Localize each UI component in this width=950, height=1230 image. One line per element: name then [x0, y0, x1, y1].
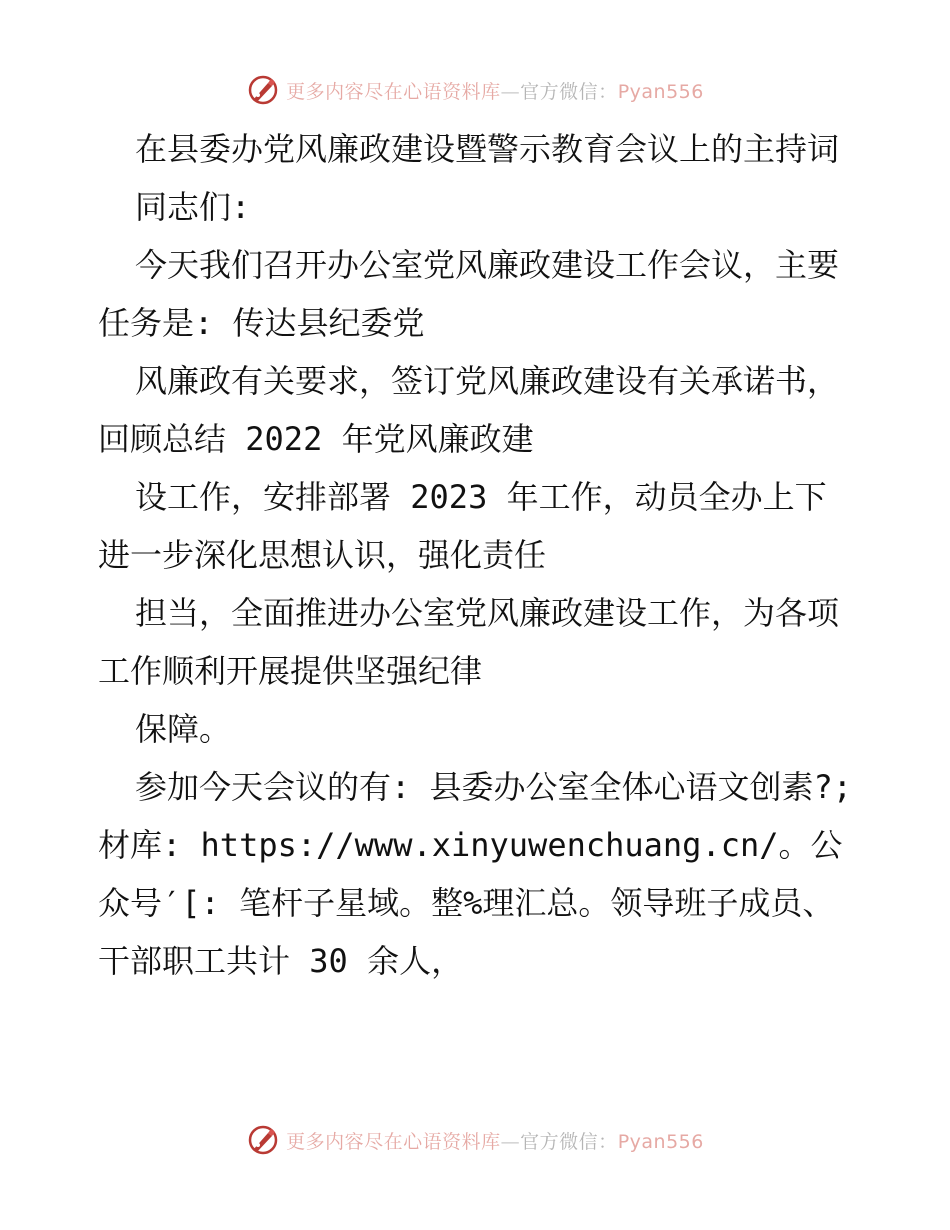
paragraph: 保障。	[135, 710, 232, 748]
document-body	[98, 120, 858, 990]
paragraph: 参加今天会议的有: 县委办公室全体心语文创素?;材库: https://www.xinyuwenchuang.cn/。公众号′[: 笔杆子星域。整%理汇总。领导班子成员、干部职工共计 30 余人，	[98, 768, 853, 980]
paragraph: 今天我们召开办公室党风廉政建设工作会议，主要任务是: 传达县纪委党	[98, 246, 840, 342]
paragraph: 同志们:	[135, 188, 251, 226]
document-title: 在县委办党风廉政建设暨警示教育会议上的主持词	[135, 130, 840, 168]
pen-logo-icon	[246, 1123, 280, 1157]
paragraph: 风廉政有关要求，签订党风廉政建设有关承诺书，回顾总结 2022 年党风廉政建	[98, 362, 840, 458]
watermark-text: 更多内容尽在心语资料库—官方微信：Pyan556	[286, 1130, 704, 1153]
header-watermark	[0, 70, 950, 110]
watermark-text: 更多内容尽在心语资料库—官方微信：Pyan556	[286, 80, 704, 103]
pen-logo-icon	[246, 73, 280, 107]
paragraph: 设工作，安排部署 2023 年工作，动员全办上下进一步深化思想认识，强化责任	[98, 478, 827, 574]
footer-watermark	[0, 1120, 950, 1160]
paragraph: 担当，全面推进办公室党风廉政建设工作，为各项工作顺利开展提供坚强纪律	[98, 594, 840, 690]
